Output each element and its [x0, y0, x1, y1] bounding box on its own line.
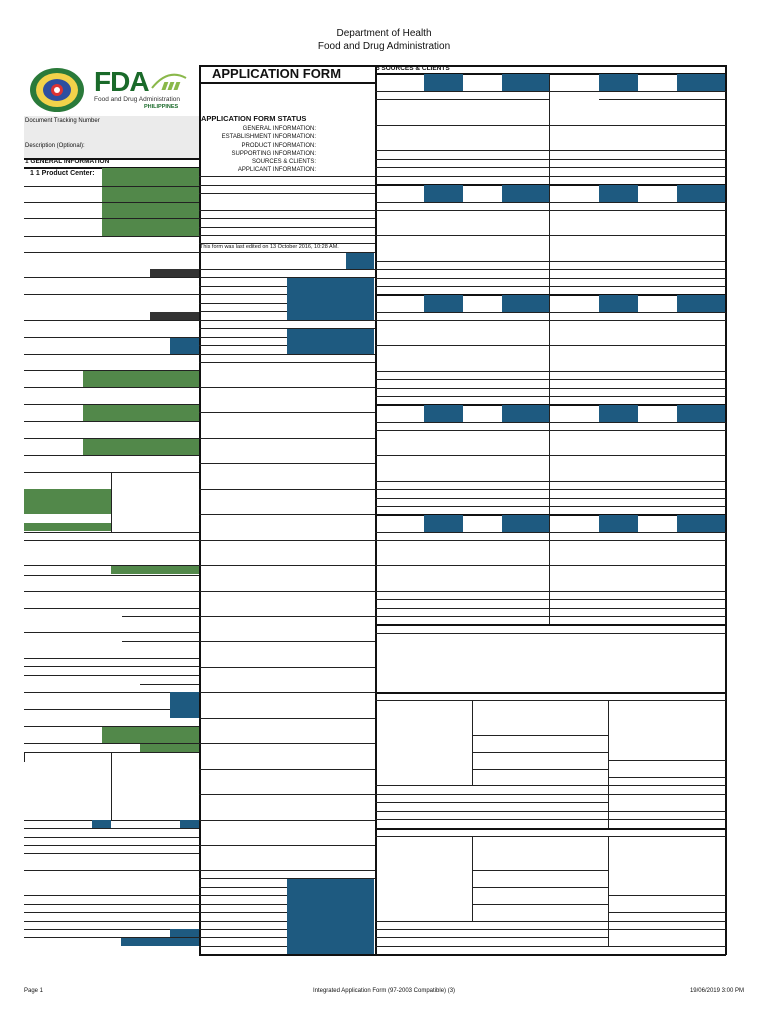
status-general: GENERAL INFORMATION:	[242, 126, 316, 132]
form-title: APPLICATION FORM	[212, 66, 342, 81]
blue-band-2c[interactable]	[599, 185, 638, 202]
blue-band-5b[interactable]	[502, 515, 549, 532]
header-department: Department of Health	[336, 28, 432, 39]
status-applicant: APPLICANT INFORMATION:	[237, 167, 316, 173]
description-label: Description (Optional):	[25, 143, 85, 149]
fda-swoosh-icon	[150, 72, 188, 92]
dark-field-1[interactable]	[150, 269, 199, 277]
green-field-l4[interactable]	[24, 489, 111, 514]
blue-band-3a[interactable]	[424, 295, 463, 312]
status-sources: SOURCES & CLIENTS:	[251, 159, 316, 165]
blue-band-5c[interactable]	[599, 515, 638, 532]
blue-band-3d[interactable]	[677, 295, 725, 312]
blue-field-l3[interactable]	[92, 820, 111, 828]
footer-timestamp: 19/06/2019 3:00 PM	[689, 988, 744, 994]
blue-band-4b[interactable]	[502, 405, 549, 422]
blue-field-m1[interactable]	[346, 253, 374, 269]
blue-band-1c[interactable]	[599, 74, 638, 91]
section5-title: 5 SOURCES & CLIENTS	[376, 65, 450, 72]
fda-logo-subtitle: Food and Drug Administration	[94, 96, 180, 103]
doc-tracking-label: Document Tracking Number	[25, 118, 100, 124]
green-field-l2[interactable]	[83, 405, 199, 421]
blue-band-1b[interactable]	[502, 74, 549, 91]
blue-field-l5[interactable]	[170, 929, 199, 937]
blue-band-2a[interactable]	[424, 185, 463, 202]
green-field-l3[interactable]	[83, 439, 199, 455]
blue-band-2b[interactable]	[502, 185, 549, 202]
fda-logo-text: FDA	[94, 66, 149, 97]
header-agency: Food and Drug Administration	[317, 41, 451, 52]
blue-band-1d[interactable]	[677, 74, 725, 91]
fda-logo-country: PHILIPPINES	[144, 104, 179, 110]
blue-band-4d[interactable]	[677, 405, 725, 422]
section1-title: 1 GENERAL INFORMATION	[25, 158, 110, 165]
footer-page: Page 1	[24, 988, 44, 994]
product-center-label: 1 1 Product Center:	[30, 170, 95, 177]
status-establishment: ESTABLISHMENT INFORMATION:	[221, 134, 316, 140]
blue-band-2d[interactable]	[677, 185, 725, 202]
blue-field-l4[interactable]	[180, 820, 199, 828]
status-title: APPLICATION FORM STATUS	[201, 114, 307, 123]
green-field-l5[interactable]	[24, 523, 111, 531]
blue-band-4a[interactable]	[424, 405, 463, 422]
green-field-l7[interactable]	[102, 727, 199, 743]
blue-band-1a[interactable]	[424, 74, 463, 91]
blue-field-l1[interactable]	[170, 338, 199, 354]
doh-seal-icon	[29, 67, 85, 113]
blue-field-m3[interactable]	[287, 329, 374, 354]
blue-band-5a[interactable]	[424, 515, 463, 532]
status-product: PRODUCT INFORMATION:	[241, 143, 316, 149]
blue-band-4c[interactable]	[599, 405, 638, 422]
last-edited-note: This form was last edited on 13 October 2016, 10:28 AM.	[200, 244, 339, 250]
fda-logo	[94, 66, 194, 114]
footer-filename: Integrated Application Form (97-2003 Compatible) (3)	[312, 988, 456, 994]
blue-field-m4[interactable]	[287, 879, 374, 955]
green-field-l8[interactable]	[140, 744, 199, 752]
blue-band-3c[interactable]	[599, 295, 638, 312]
dark-field-2[interactable]	[150, 312, 199, 320]
green-field-l1[interactable]	[83, 371, 199, 387]
blue-field-l6[interactable]	[121, 938, 199, 946]
blue-band-3b[interactable]	[502, 295, 549, 312]
status-supporting: SUPPORTING INFORMATION:	[231, 151, 316, 157]
green-field-l6[interactable]	[111, 566, 199, 574]
blue-field-l2[interactable]	[170, 692, 199, 718]
blue-field-m2[interactable]	[287, 278, 374, 320]
blue-band-5d[interactable]	[677, 515, 725, 532]
